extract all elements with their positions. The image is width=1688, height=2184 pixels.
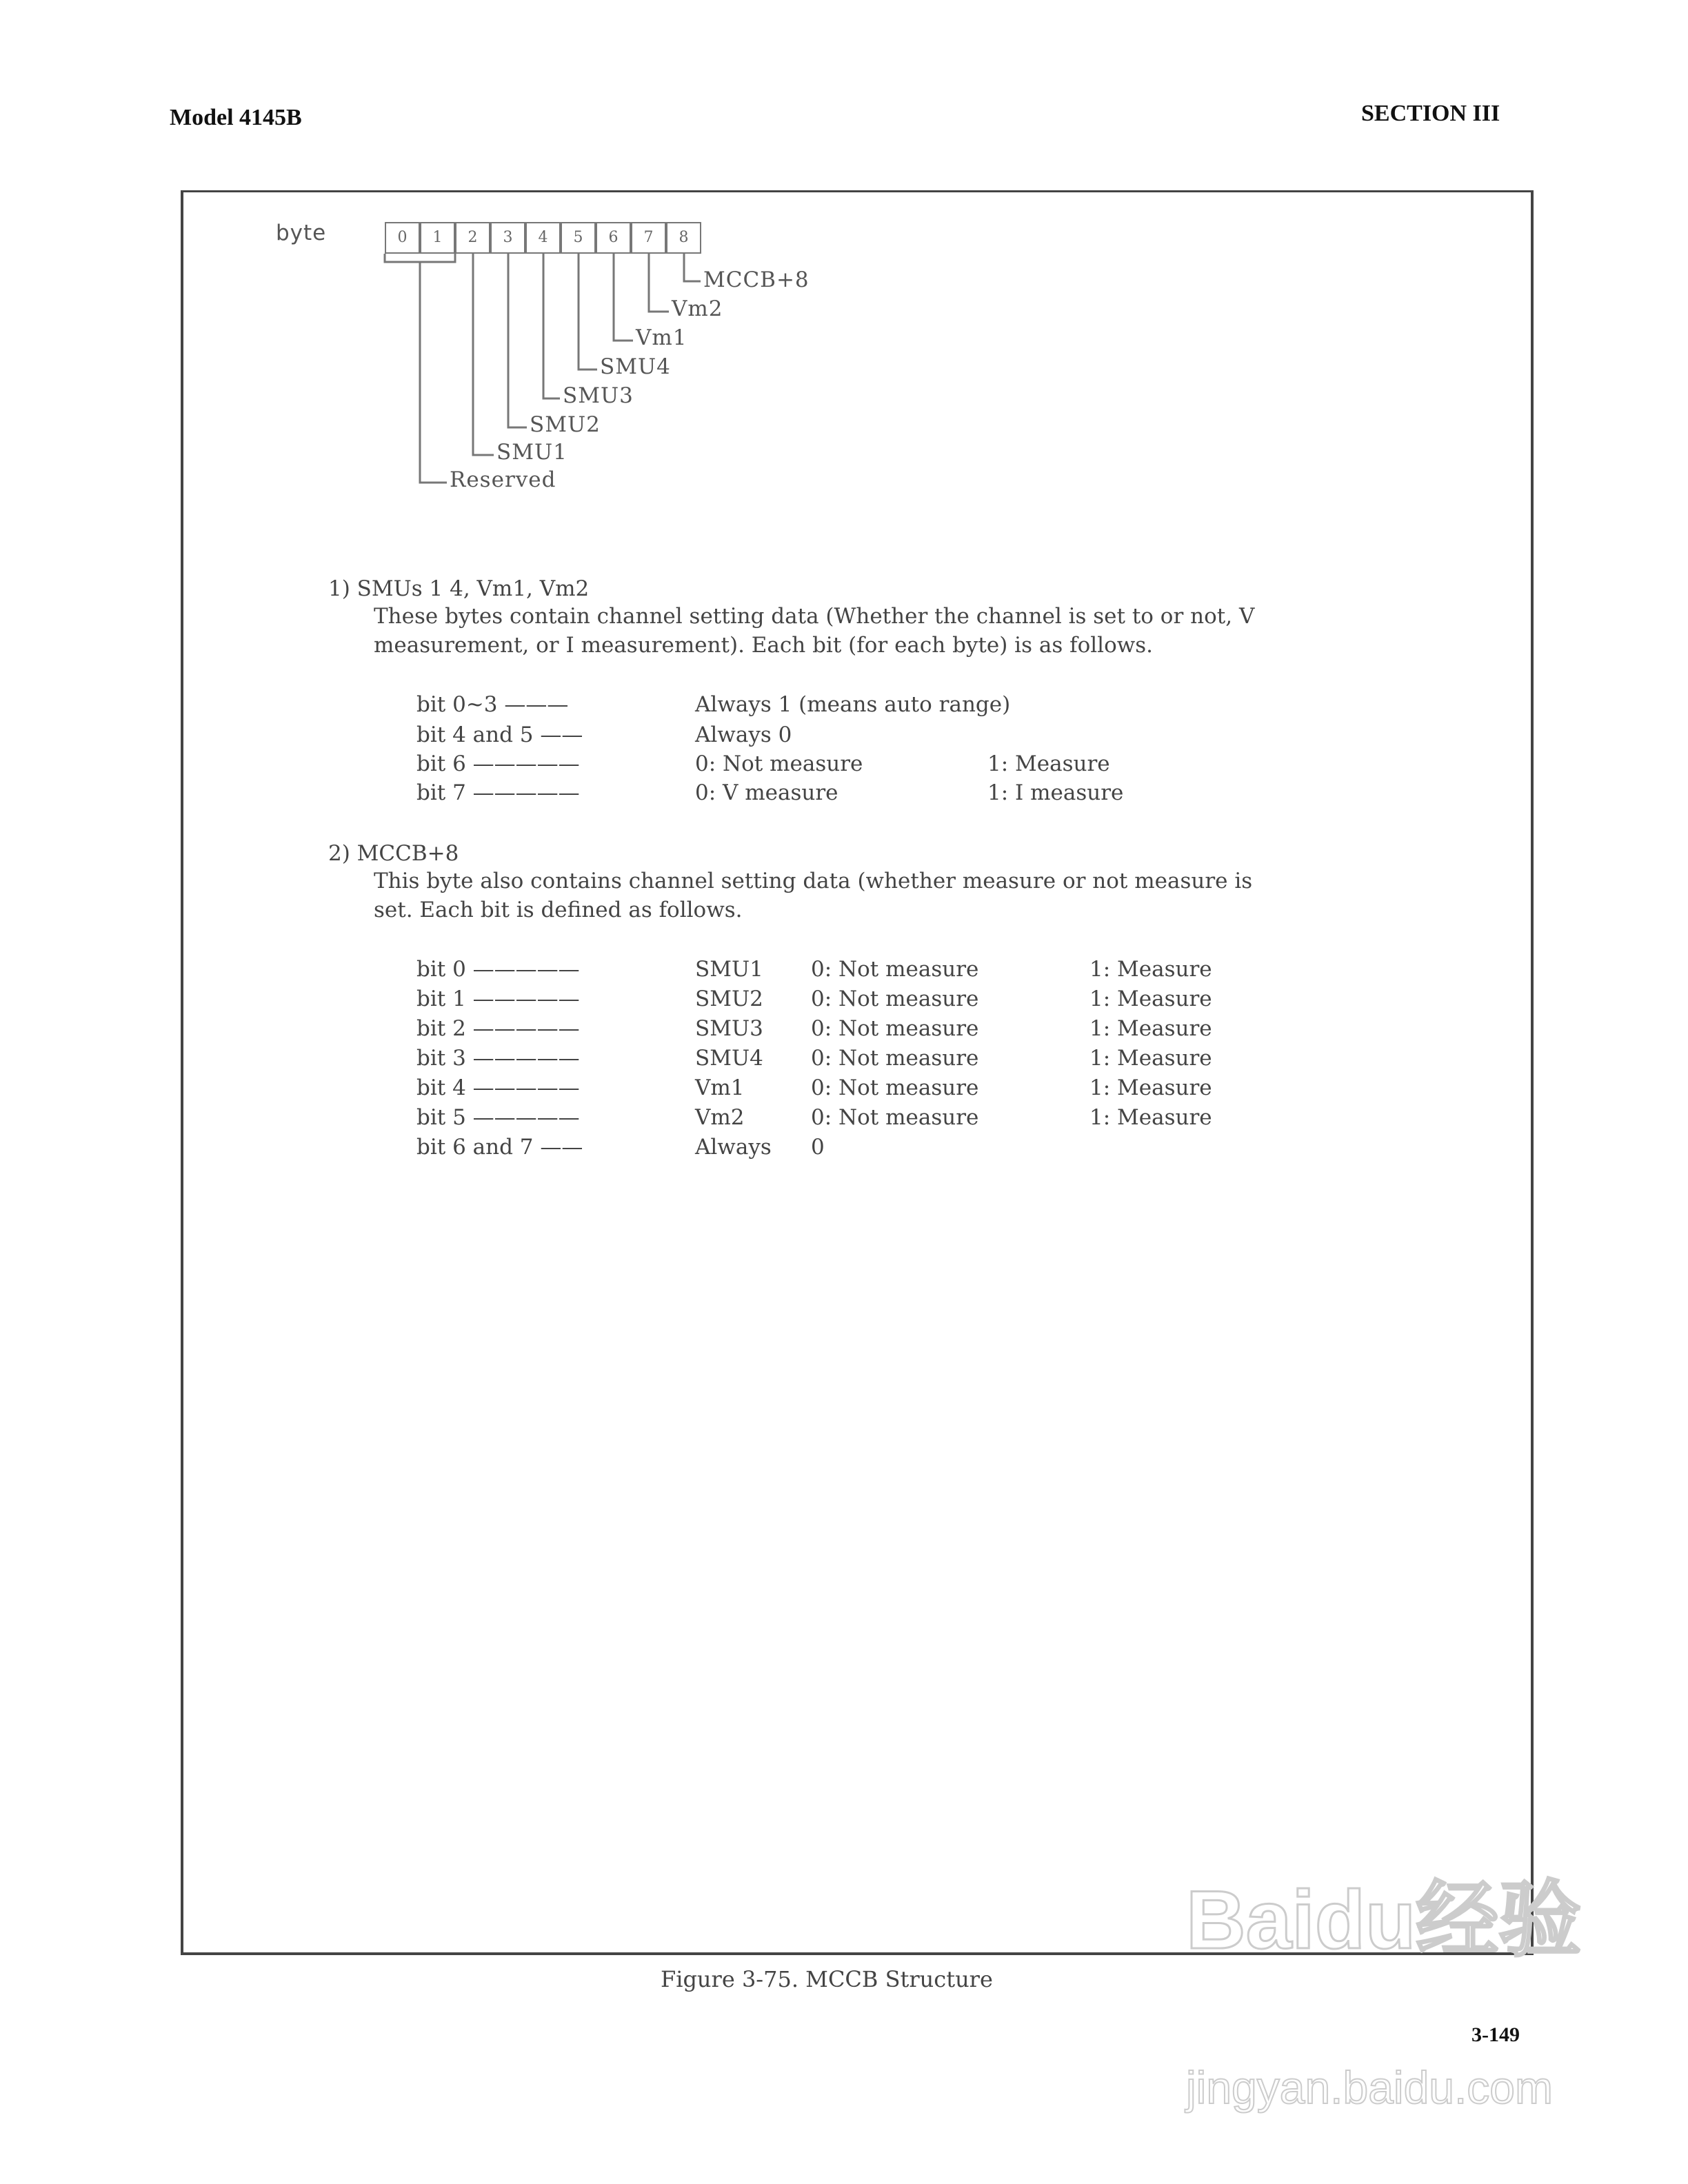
byte-cell: 0 [385, 222, 420, 254]
mccb-row-one: 1: Measure [1089, 987, 1212, 1011]
section1-heading: 1) SMUs 1 4, Vm1, Vm2 [328, 576, 590, 601]
mccb-row-bit: bit 2 ————— [416, 1016, 580, 1041]
mccb-row-bit: bit 1 ————— [416, 987, 580, 1011]
mccb-row-one: 1: Measure [1089, 1016, 1212, 1041]
section1-line: These bytes contain channel setting data (Whether the channel is set to or not, V [374, 604, 1255, 629]
section2-heading: 2) MCCB+8 [328, 841, 459, 866]
figure-caption: Figure 3-75. MCCB Structure [661, 1966, 993, 1992]
mccb-row-ch: Vm1 [695, 1075, 745, 1100]
mccb-row-ch: SMU1 [695, 957, 763, 982]
byte-cell: 8 [666, 222, 701, 254]
label-smu4: SMU4 [600, 354, 671, 379]
mccb-row-one: 1: Measure [1089, 1105, 1212, 1130]
bit-label: bit 0~3 ——— [416, 692, 569, 717]
label-smu3: SMU3 [563, 383, 634, 408]
label-vm1: Vm1 [636, 325, 687, 350]
bit-one: 1: Measure [987, 751, 1110, 776]
byte-cell: 4 [525, 222, 561, 254]
section-header: SECTION III [1361, 101, 1500, 126]
mccb-row-bit: bit 4 ————— [416, 1075, 580, 1100]
byte-cell: 3 [490, 222, 525, 254]
mccb-row-ch: SMU4 [695, 1046, 763, 1071]
watermark-url: jingyan.baidu.com [1186, 2062, 1553, 2113]
mccb-row-zero: 0 [811, 1135, 825, 1160]
label-mccb8: MCCB+8 [703, 267, 810, 292]
bit-label: bit 7 ————— [416, 780, 580, 805]
byte-cell: 5 [561, 222, 596, 254]
label-smu1: SMU1 [496, 440, 567, 465]
bit-label: bit 6 ————— [416, 751, 580, 776]
bit-desc: 0: V measure [695, 780, 838, 805]
bit-one: 1: I measure [987, 780, 1124, 805]
byte-cell: 2 [455, 222, 490, 254]
mccb-row-zero: 0: Not measure [811, 1016, 979, 1041]
mccb-row-zero: 0: Not measure [811, 1075, 979, 1100]
page-number: 3-149 [1471, 2023, 1520, 2046]
section2-line: set. Each bit is defined as follows. [374, 898, 743, 922]
mccb-row-zero: 0: Not measure [811, 1105, 979, 1130]
byte-cell: 7 [631, 222, 666, 254]
mccb-row-ch: SMU3 [695, 1016, 763, 1041]
bit-desc: 0: Not measure [695, 751, 863, 776]
mccb-row-bit: bit 0 ————— [416, 957, 580, 982]
mccb-row-one: 1: Measure [1089, 1046, 1212, 1071]
mccb-row-bit: bit 5 ————— [416, 1105, 580, 1130]
bit-desc: Always 0 [695, 722, 792, 747]
mccb-row-one: 1: Measure [1089, 1075, 1212, 1100]
mccb-row-one: 1: Measure [1089, 957, 1212, 982]
watermark-brand: Baidu经验 [1186, 1874, 1582, 1966]
mccb-row-ch: Vm2 [695, 1105, 745, 1130]
label-smu2: SMU2 [530, 412, 601, 437]
byte-cell: 6 [596, 222, 631, 254]
byte-label: byte [276, 221, 327, 245]
diagram-leader-lines [0, 0, 896, 524]
byte-cell: 1 [420, 222, 455, 254]
mccb-row-zero: 0: Not measure [811, 957, 979, 982]
label-vm2: Vm2 [672, 296, 723, 321]
mccb-row-bit: bit 3 ————— [416, 1046, 580, 1071]
section1-line: measurement, or I measurement). Each bit (for each byte) is as follows. [374, 633, 1154, 658]
section2-line: This byte also contains channel setting data (whether measure or not measure is [374, 869, 1253, 893]
mccb-row-ch: SMU2 [695, 987, 763, 1011]
bit-desc: Always 1 (means auto range) [695, 692, 1011, 717]
model-header: Model 4145B [170, 105, 302, 130]
mccb-row-ch: Always [695, 1135, 772, 1160]
mccb-row-zero: 0: Not measure [811, 987, 979, 1011]
mccb-row-bit: bit 6 and 7 —— [416, 1135, 583, 1160]
mccb-row-zero: 0: Not measure [811, 1046, 979, 1071]
bit-label: bit 4 and 5 —— [416, 722, 583, 747]
label-reserved: Reserved [450, 467, 556, 492]
